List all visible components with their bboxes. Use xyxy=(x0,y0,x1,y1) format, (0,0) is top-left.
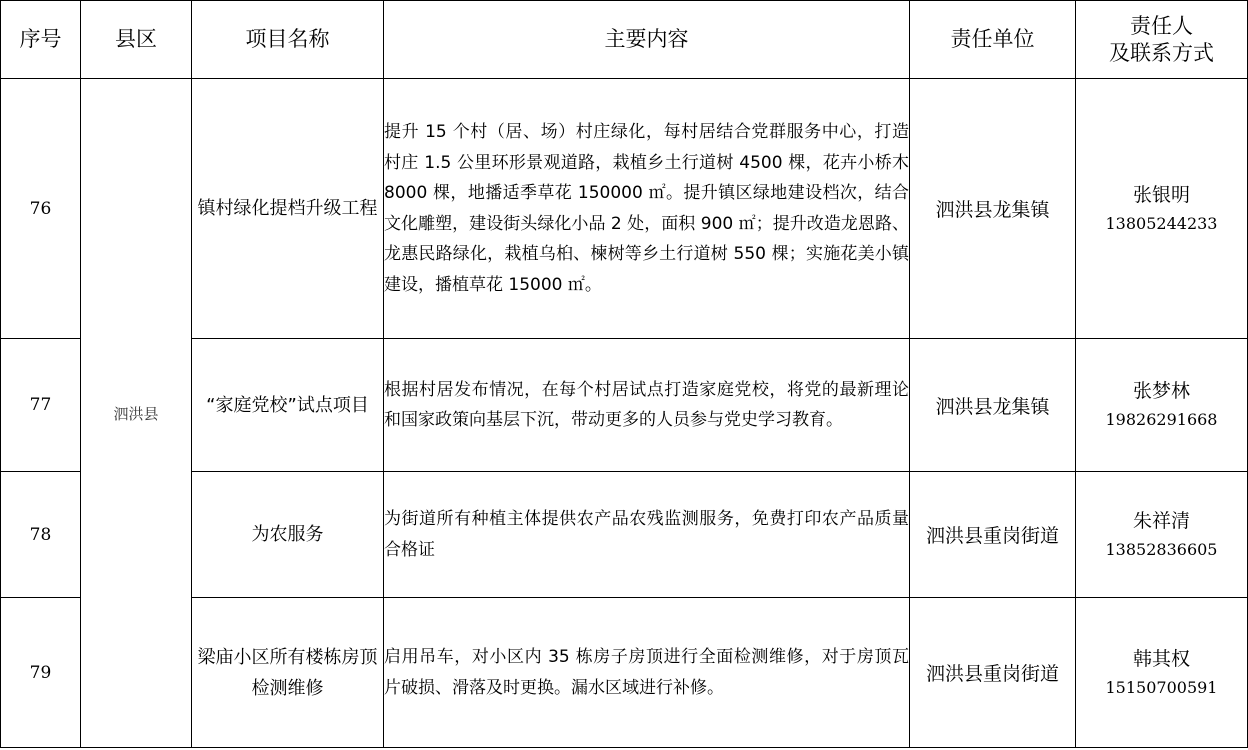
row-person-name: 张梦林 xyxy=(1132,380,1190,402)
row-project-name: “家庭党校”试点项目 xyxy=(192,339,384,472)
header-index: 序号 xyxy=(1,1,81,79)
row-person-phone: 15150700591 xyxy=(1105,677,1218,697)
row-index: 79 xyxy=(1,598,81,748)
header-contact xyxy=(1076,1,1248,79)
row-person-name: 朱祥清 xyxy=(1132,509,1190,532)
row-unit: 泗洪县重岗街道 xyxy=(910,472,1076,598)
row-project-name: 梁庙小区所有楼栋房顶检测维修 xyxy=(192,598,384,748)
row-content: 为街道所有种植主体提供农产品农残监测服务，免费打印农产品质量合格证 xyxy=(384,472,910,598)
row-contact xyxy=(1076,598,1248,748)
row-content: 启用吊车，对小区内 35 栋房子房顶进行全面检测维修，对于房顶瓦片破损、滑落及时更换。漏水区域进行补修。 xyxy=(384,598,910,748)
table-header-row xyxy=(1,1,1248,79)
row-unit: 泗洪县龙集镇 xyxy=(910,79,1076,339)
row-unit: 泗洪县龙集镇 xyxy=(910,339,1076,472)
row-person-name: 韩其权 xyxy=(1132,647,1190,670)
row-person-phone: 13852836605 xyxy=(1105,539,1218,559)
row-contact xyxy=(1076,472,1248,598)
county-cell: 泗洪县 xyxy=(81,79,192,748)
row-project-name: 为农服务 xyxy=(192,472,384,598)
row-index: 78 xyxy=(1,472,81,598)
row-project-name: 镇村绿化提档升级工程 xyxy=(192,79,384,339)
row-person-phone: 19826291668 xyxy=(1105,410,1218,429)
row-contact xyxy=(1076,339,1248,472)
header-unit: 责任单位 xyxy=(910,1,1076,79)
table-row xyxy=(1,79,1248,339)
header-contact-line2: 及联系方式 xyxy=(1109,40,1214,65)
header-content: 主要内容 xyxy=(384,1,910,79)
row-content: 根据村居发布情况，在每个村居试点打造家庭党校，将党的最新理论和国家政策向基层下沉，带动更多的人员参与党史学习教育。 xyxy=(384,339,910,472)
header-project-name: 项目名称 xyxy=(192,1,384,79)
row-person-phone: 13805244233 xyxy=(1105,213,1218,233)
row-content: 提升 15 个村（居、场）村庄绿化，每村居结合党群服务中心，打造村庄 1.5 公里环形景观道路，栽植乡土行道树 4500 棵，花卉小桥木 8000 棵，地播适季草花 150000 ㎡。提升镇区绿地建设档次，结合文化雕塑，建设街头绿化小品 2 处，面积 900 ㎡；提升改造龙恩路、龙惠民路绿化，栽植乌桕、楝树等乡土行道树 550 棵；实施花美小镇建设，播植草花 15000 ㎡。 xyxy=(384,79,910,339)
row-index: 77 xyxy=(1,339,81,472)
row-contact xyxy=(1076,79,1248,339)
header-county: 县区 xyxy=(81,1,192,79)
header-contact-line1: 责任人 xyxy=(1130,13,1193,38)
row-unit: 泗洪县重岗街道 xyxy=(910,598,1076,748)
row-index: 76 xyxy=(1,79,81,339)
row-person-name: 张银明 xyxy=(1132,183,1190,206)
